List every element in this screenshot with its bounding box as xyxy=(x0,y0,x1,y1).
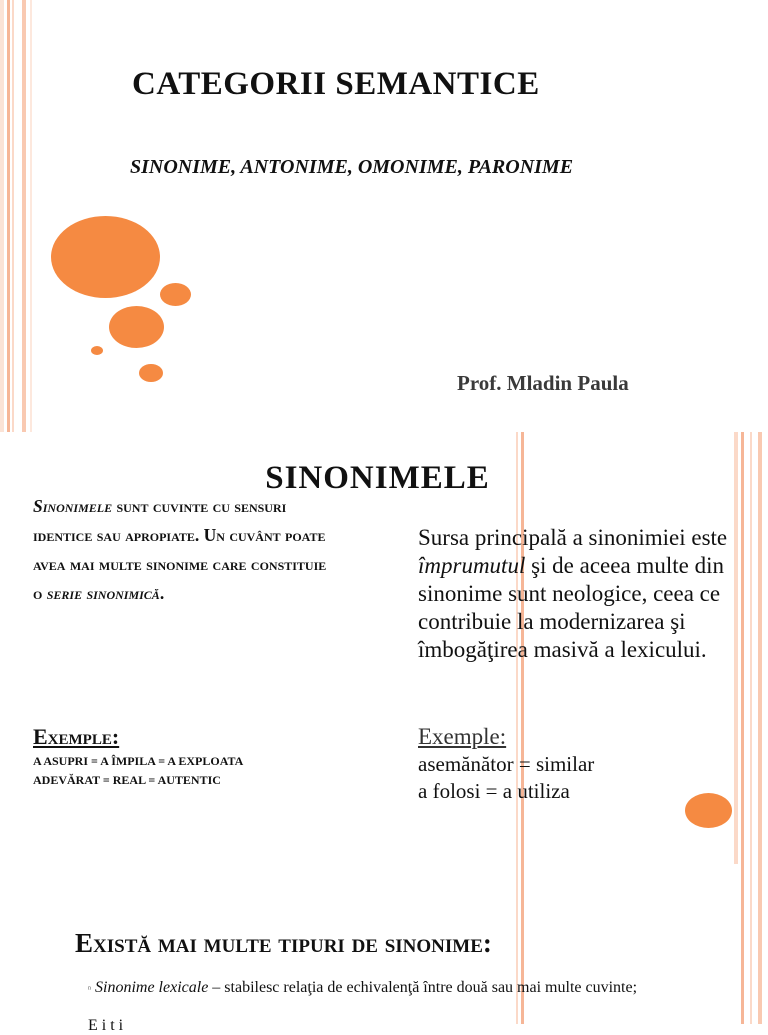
examples-right-label: Exemple: xyxy=(418,724,507,749)
slide-tipuri xyxy=(0,864,768,1034)
definition-term: Sinonimele xyxy=(33,496,113,516)
slide-title-heading: CATEGORII SEMANTICE xyxy=(132,66,540,102)
example-item: ADEVĂRAT = REAL = AUTENTIC xyxy=(33,773,221,787)
decor-circle xyxy=(51,216,160,298)
definition-text xyxy=(33,492,333,608)
decor-circle xyxy=(91,346,103,355)
decor-stripe xyxy=(758,432,762,864)
cut-off-text: E i t i xyxy=(88,1017,124,1034)
decor-circle xyxy=(109,306,164,348)
source-paragraph xyxy=(418,524,738,664)
decor-stripe xyxy=(521,864,524,1024)
decor-stripe xyxy=(758,864,762,1024)
decor-stripe xyxy=(7,0,10,432)
definition-body: sunt cuvinte cu sensuri identice sau apropiate. Un cuvânt poate avea mai multe sinonime care constituie o xyxy=(33,496,327,603)
slide-heading: SINONIMELE xyxy=(265,460,490,496)
decor-stripe xyxy=(12,0,14,432)
decor-circle xyxy=(139,364,163,382)
decor-circle xyxy=(685,793,732,828)
definition-end: . xyxy=(159,583,165,603)
author-name: Prof. Mladin Paula xyxy=(457,371,629,395)
source-part1: Sursa principală a sinonimiei este xyxy=(418,525,728,550)
slide-title xyxy=(0,0,768,432)
decor-stripe xyxy=(750,864,752,1024)
slide-sinonimele xyxy=(0,432,768,864)
slide-subtitle: SINONIME, ANTONIME, OMONIME, PARONIME xyxy=(130,156,574,178)
decor-stripe xyxy=(516,864,518,1024)
definition-series: serie sinonimică xyxy=(46,583,160,603)
bullet-icon: n xyxy=(88,985,91,992)
decor-stripe xyxy=(741,864,744,1024)
source-part3: şi de aceea multe din sinonime sunt neologice, ceea ce contribuie la modernizarea şi îmbogăţirea masivă a lexicului. xyxy=(418,553,724,662)
decor-stripe xyxy=(30,0,32,432)
decor-stripe xyxy=(0,0,4,432)
decor-circle xyxy=(160,283,191,306)
example-item: A ASUPRI = A ÎMPILA = A EXPLOATA xyxy=(33,754,244,768)
source-term: împrumutul xyxy=(418,553,526,578)
examples-left-label: Exemple: xyxy=(33,724,120,749)
slide-heading: Există mai multe tipuri de sinonime: xyxy=(75,928,492,958)
list-item-term: Sinonime lexicale xyxy=(95,979,209,996)
example-item: asemănător = similar xyxy=(418,752,595,776)
list-item xyxy=(88,978,708,998)
decor-stripe xyxy=(22,0,26,432)
list-item-text: – stabilesc relaţia de echivalenţă între două sau mai multe cuvinte; xyxy=(208,979,638,996)
example-item: a folosi = a utiliza xyxy=(418,779,570,803)
